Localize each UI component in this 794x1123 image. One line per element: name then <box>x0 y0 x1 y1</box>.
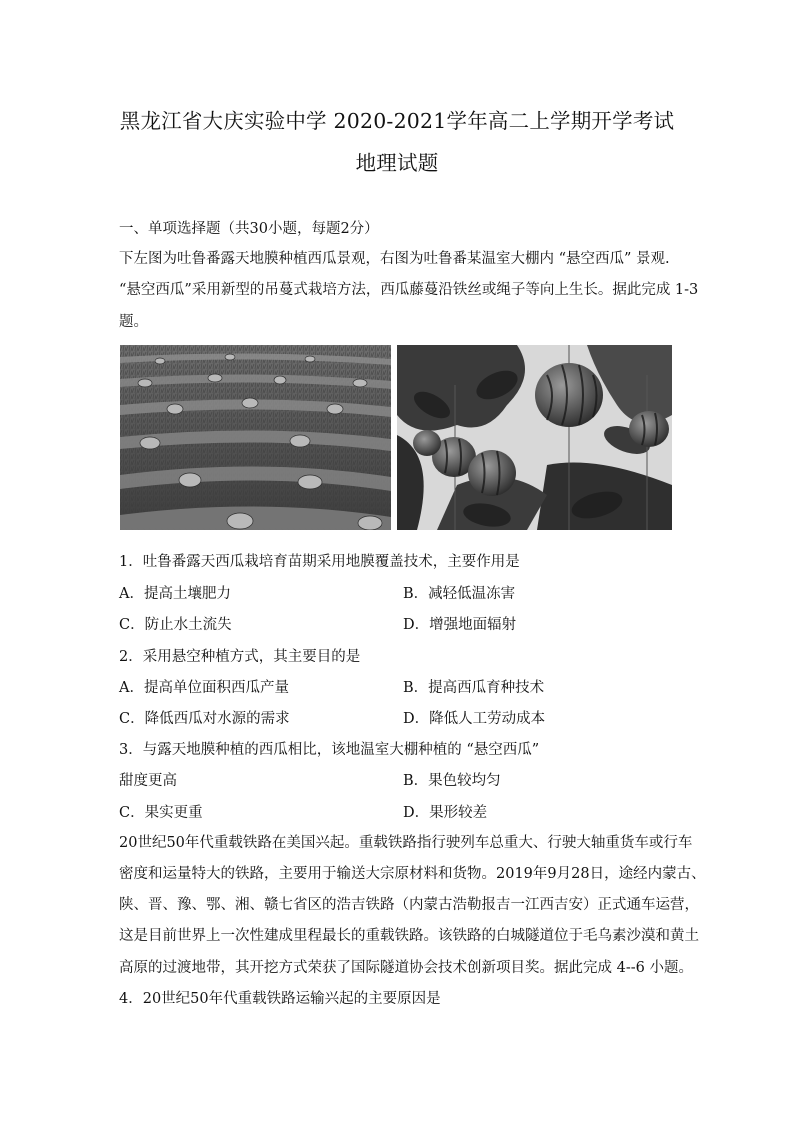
passage-line-1: 20世纪50年代重载铁路在美国兴起。重载铁路指行驶列车总重大、行驶大轴重货车或行车 <box>119 835 693 851</box>
q2-option-b: B．提高西瓜育种技术 <box>403 680 545 696</box>
open-field-watermelon-photo <box>120 345 391 530</box>
q3-stem: 3．与露天地膜种植的西瓜相比，该地温室大棚种植的 “悬空西瓜” <box>119 742 540 758</box>
q3-option-b: B．果色较均匀 <box>403 773 501 789</box>
q1-stem: 1．吐鲁番露天西瓜栽培育苗期采用地膜覆盖技术，主要作用是 <box>119 554 520 570</box>
q1-option-b: B．减轻低温冻害 <box>403 586 516 602</box>
intro-line-3: 题。 <box>119 314 148 330</box>
intro-line-1: 下左图为吐鲁番露天地膜种植西瓜景观，右图为吐鲁番某温室大棚内 “悬空西瓜” 景观. <box>119 251 670 267</box>
greenhouse-hanging-watermelon-photo <box>397 345 672 530</box>
q2-stem: 2．采用悬空种植方式，其主要目的是 <box>119 649 361 665</box>
q4-stem: 4．20世纪50年代重载铁路运输兴起的主要原因是 <box>119 991 441 1007</box>
section-heading: 一、单项选择题（共30小题，每题2分） <box>119 221 379 237</box>
q3-option-d: D．果形较差 <box>403 805 488 821</box>
passage-line-3: 陕、晋、豫、鄂、湘、赣七省区的浩吉铁路（内蒙古浩勒报吉一江西吉安）正式通车运营， <box>119 897 699 913</box>
q1-option-d: D．增强地面辐射 <box>403 617 517 633</box>
passage-line-5: 高原的过渡地带，其开挖方式荣获了国际隧道协会技术创新项目奖。据此完成 4--6 小题。 <box>119 960 693 976</box>
photo-figure <box>120 345 672 530</box>
exam-subject: 地理试题 <box>355 151 439 175</box>
q2-option-d: D．降低人工劳动成本 <box>403 711 546 727</box>
passage-line-2: 密度和运量特大的铁路，主要用于输送大宗原材料和货物。2019年9月28日，途经内蒙古、 <box>119 866 706 882</box>
intro-line-2: “悬空西瓜”采用新型的吊蔓式栽培方法，西瓜藤蔓沿铁丝或绳子等向上生长。据此完成 1-3 <box>119 282 699 298</box>
exam-title: 黑龙江省大庆实验中学 2020-2021学年高二上学期开学考试 <box>119 109 675 133</box>
q2-option-c: C．降低西瓜对水源的需求 <box>119 711 290 727</box>
q2-option-a: A．提高单位面积西瓜产量 <box>119 680 289 696</box>
q3-option-c: C．果实更重 <box>119 805 203 821</box>
passage-line-4: 这是目前世界上一次性建成里程最长的重载铁路。该铁路的白城隧道位于毛乌素沙漠和黄土 <box>119 928 699 944</box>
q1-option-a: A．提高土壤肥力 <box>119 586 231 602</box>
q1-option-c: C．防止水土流失 <box>119 617 232 633</box>
q3-option-a: 甜度更高 <box>119 773 177 789</box>
